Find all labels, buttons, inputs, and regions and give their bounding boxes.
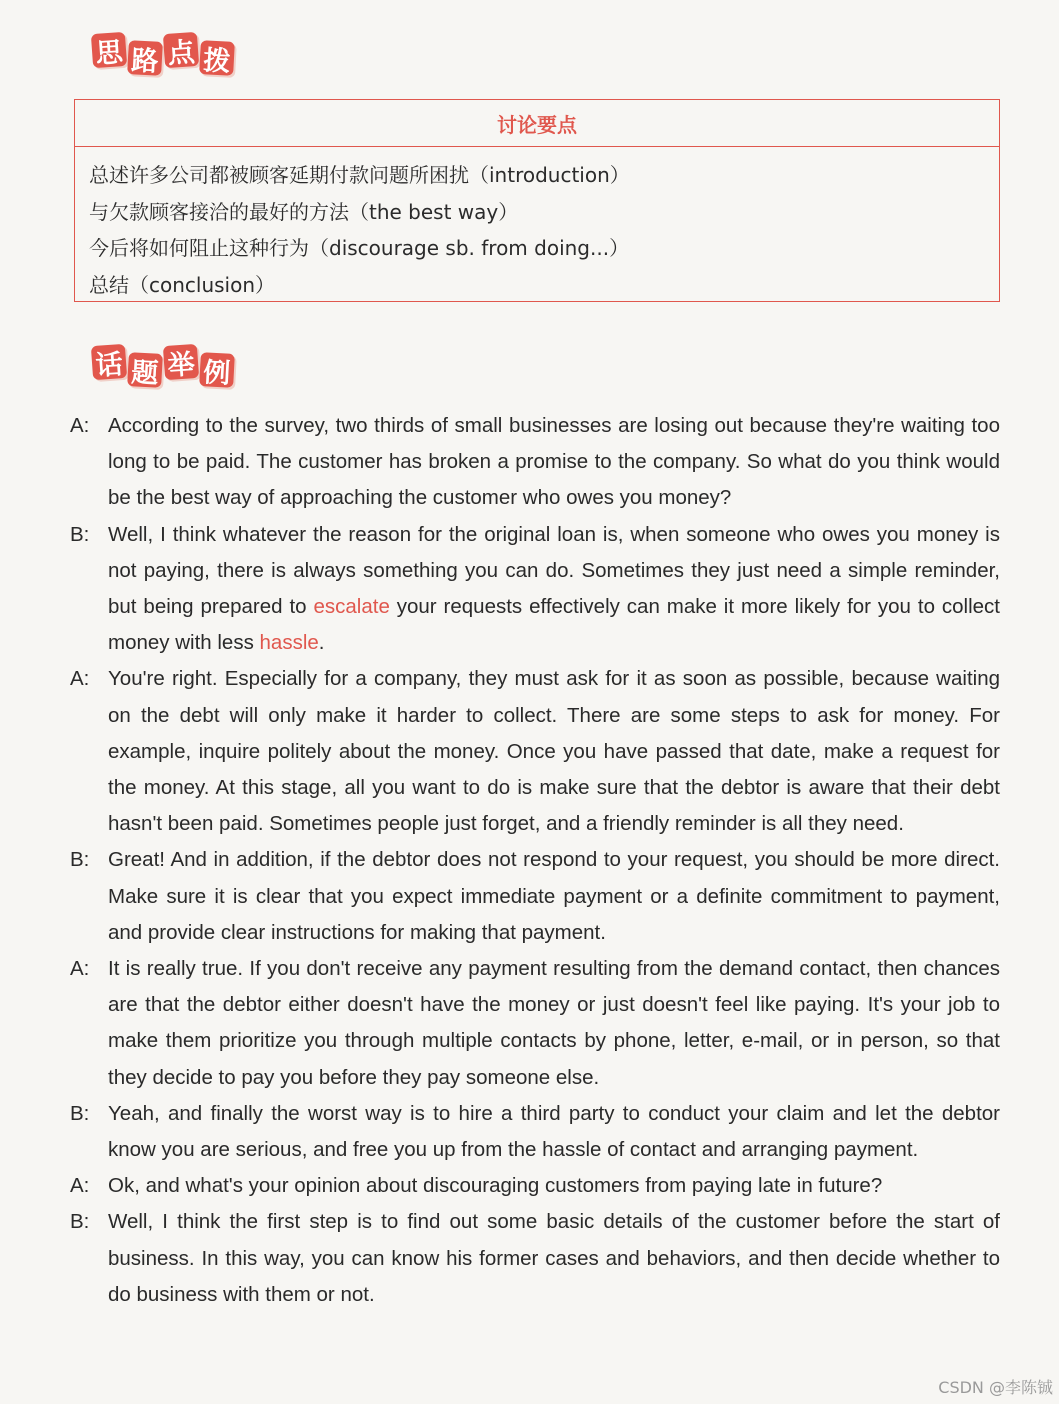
dialogue-turn [70, 1204, 1000, 1313]
dialogue-turn [70, 951, 1000, 1096]
dialogue-text: Well, I think the first step is to find out some basic details of the customer before the start of business. In this way, you can know his former cases and behaviors, and then decide whether to do business with them or not. [108, 1210, 1000, 1306]
dialogue-turn [70, 842, 1000, 951]
text-segment: . [318, 631, 325, 655]
dialogue-text: According to the survey, two thirds of small businesses are losing out because they're waiting too long to be paid. The customer has broken a promise to the company. So what do you think would be the best way of approaching the customer who owes you money? [108, 414, 1000, 510]
speaker-label: B: [70, 1210, 90, 1234]
speaker-label: B: [70, 848, 90, 872]
banner-char: 题 [127, 352, 163, 388]
banner-char: 路 [127, 40, 163, 76]
speaker-label: A: [70, 1174, 90, 1198]
speaker-label: A: [70, 957, 90, 981]
speaker-label: B: [70, 522, 90, 546]
highlight-word-hassle: hassle [259, 631, 319, 655]
banner-char: 话 [91, 344, 127, 380]
dialogue-text: Great! And in addition, if the debtor does not respond to your request, you should be more direct. Make sure it is clear that you expect immediate payment or a definite commitment to payment, and provide clear instructions for making that payment. [108, 848, 1000, 944]
dialogue-text: You're right. Especially for a company, they must ask for it as soon as possible, because waiting on the debt will only make it harder to collect. There are some steps to ask for money. For example, inquire politely about the money. Once you have passed that date, make a request for the money. At this stage, all you want to do is make sure that the debtor is aware that their debt hasn't been paid. Sometimes people just forget, and a friendly reminder is all they need. [108, 667, 1000, 836]
text-segment: your requests effectively can make it more likely for you to collect money with less [108, 595, 1000, 655]
dialogue-turn [70, 408, 1000, 517]
dialogue-text: Yeah, and finally the worst way is to hire a third party to conduct your claim and let the debtor know you are serious, and free you up from the hassle of contact and arranging payment. [108, 1101, 1000, 1162]
dialogue [70, 408, 1000, 1313]
dialogue-turn [70, 1168, 1000, 1204]
dialogue-text: Ok, and what's your opinion about discouraging customers from paying late in future? [108, 1174, 883, 1198]
dialogue-text [108, 517, 1000, 662]
speaker-label: A: [70, 414, 90, 437]
dialogue-turn [70, 1096, 1000, 1168]
discussion-point: 与欠款顾客接洽的最好的方法（the best way） [89, 199, 519, 224]
banner-char: 举 [163, 344, 199, 380]
section-banner-example [92, 348, 234, 390]
text-segment: Well, I think whatever the reason for the original loan is, when someone who owes you money is not paying, there is always something you can do. Sometimes they just need a simple reminder, but being prepared to [108, 522, 1000, 619]
dialogue-text: It is really true. If you don't receive any payment resulting from the demand contact, then chances are that the debtor either doesn't have the money or just doesn't feel like paying. It's your job to make them prioritize you through multiple contacts by phone, letter, e-mail, or in person, so that they decide to pay you before they pay someone else. [108, 957, 1000, 1089]
discussion-points-header: 讨论要点 [75, 100, 999, 147]
dialogue-turn [70, 517, 1000, 662]
speaker-label: A: [70, 667, 90, 691]
speaker-label: B: [70, 1101, 90, 1125]
banner-char: 点 [163, 32, 199, 68]
discussion-points-list [75, 147, 999, 303]
highlight-word-escalate: escalate [313, 595, 390, 619]
discussion-point: 总结（conclusion） [89, 272, 276, 297]
dialogue-turn [70, 661, 1000, 842]
banner-char: 思 [91, 32, 127, 68]
banner-char: 拨 [199, 40, 235, 76]
discussion-point: 今后将如何阻止这种行为（discourage sb. from doing...） [89, 236, 630, 260]
discussion-point: 总述许多公司都被顾客延期付款问题所困扰（introduction） [89, 163, 630, 187]
banner-char: 例 [199, 352, 235, 388]
section-banner-thinking [92, 36, 234, 78]
discussion-points-box [74, 99, 1000, 302]
watermark: CSDN @李陈铖 [938, 1378, 1053, 1397]
